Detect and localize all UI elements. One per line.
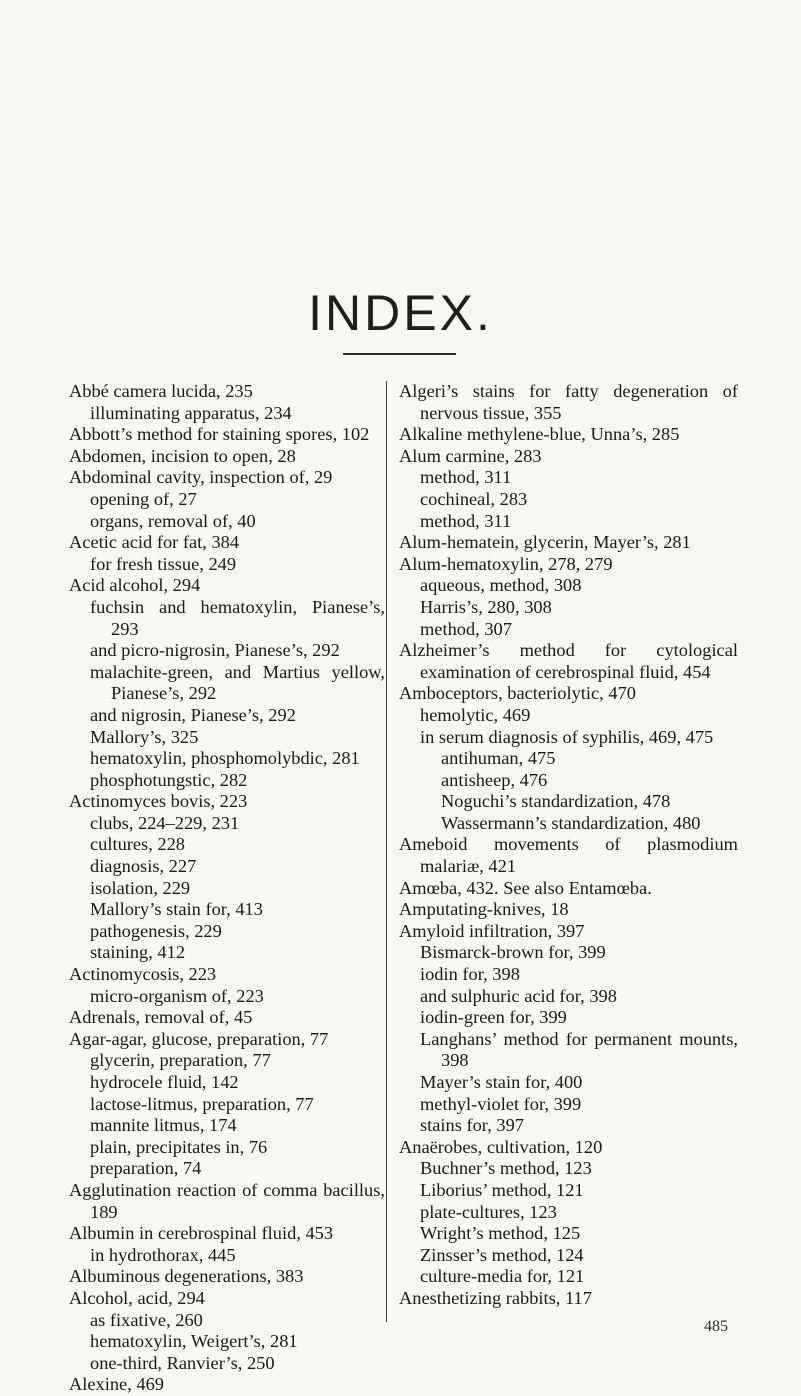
index-entry: Alzheimer’s method for cytological examination of cerebrospinal fluid, 454 — [399, 640, 738, 682]
index-entry: Anaërobes, cultivation, 120 — [399, 1136, 603, 1157]
index-entry: Liborius’ method, 121 — [420, 1179, 584, 1200]
page-number: 485 — [704, 1318, 728, 1335]
index-entry: Wassermann’s standardization, 480 — [441, 812, 701, 833]
index-entry: Mayer’s stain for, 400 — [420, 1072, 583, 1092]
index-entry: opening of, 27 — [90, 488, 197, 509]
index-entry: stains for, 397 — [420, 1115, 524, 1136]
index-entry: and picro-nigrosin, Pianese’s, 292 — [90, 640, 340, 661]
index-entry: hematoxylin, Weigert’s, 281 — [90, 1331, 298, 1352]
index-entry: Agglutination reaction of comma bacillus, 189 — [69, 1179, 385, 1222]
index-entry: Wright’s method, 125 — [420, 1223, 581, 1244]
index-entry: Acid alcohol, 294 — [69, 575, 201, 596]
title-rule — [343, 353, 456, 355]
index-entry: Alexine, 469 — [69, 1374, 164, 1395]
index-entry: Harris’s, 280, 308 — [420, 596, 552, 617]
page-title: INDEX. — [308, 285, 493, 341]
index-entry: for fresh tissue, 249 — [90, 553, 237, 574]
index-entry: in hydrothorax, 445 — [90, 1244, 236, 1265]
index-entry: and nigrosin, Pianese’s, 292 — [90, 704, 296, 725]
index-entry: Langhans’ method for permanent mounts, 398 — [420, 1028, 738, 1071]
index-entry: Acetic acid for fat, 384 — [69, 532, 240, 553]
index-entry: Amyloid infiltration, 397 — [399, 920, 585, 941]
index-entry: Amboceptors, bacteriolytic, 470 — [399, 683, 636, 704]
index-entry: iodin for, 398 — [420, 964, 520, 985]
index-entry: Alcohol, acid, 294 — [69, 1287, 205, 1308]
index-entry: Alum-hematoxylin, 278, 279 — [399, 553, 613, 574]
index-entry: Albuminous degenerations, 383 — [69, 1266, 304, 1287]
index-entry: illuminating apparatus, 234 — [90, 402, 292, 423]
index-entry: in serum diagnosis of syphilis, 469, 475 — [420, 726, 714, 747]
index-entry: aqueous, method, 308 — [420, 575, 582, 596]
index-entry: glycerin, preparation, 77 — [90, 1050, 271, 1071]
index-entry: Mallory’s stain for, 413 — [90, 899, 263, 920]
index-entry: antisheep, 476 — [441, 769, 548, 790]
index-entry: Mallory’s, 325 — [90, 726, 199, 747]
index-entry: phosphotungstic, 282 — [90, 769, 248, 790]
index-entry: plate-cultures, 123 — [420, 1201, 557, 1222]
index-entry: cultures, 228 — [90, 834, 185, 855]
index-entry: plain, precipitates in, 76 — [90, 1136, 268, 1157]
index-entry: as fixative, 260 — [90, 1309, 203, 1330]
index-entry: Algeri’s stains for fatty degeneration of nervous tissue, 355 — [399, 381, 738, 423]
index-entry: clubs, 224–229, 231 — [90, 812, 240, 833]
index-entry: Ameboid movements of plasmodium malariæ, 421 — [399, 834, 738, 877]
index-entry: Buchner’s method, 123 — [420, 1158, 592, 1179]
index-entry: Agar-agar, glucose, preparation, 77 — [69, 1028, 329, 1049]
index-entry: hematoxylin, phosphomolybdic, 281 — [90, 748, 360, 769]
index-entry: Anesthetizing rabbits, 117 — [399, 1287, 592, 1308]
index-entry: hemolytic, 469 — [420, 704, 531, 725]
index-entry: pathogenesis, 229 — [90, 920, 222, 941]
index-entry: hydrocele fluid, 142 — [90, 1072, 239, 1092]
index-entry: Noguchi’s standardization, 478 — [441, 791, 671, 812]
index-entry: method, 311 — [420, 467, 512, 488]
index-entry: Amœba, 432. See also Entamœba. — [399, 877, 652, 898]
index-entry: mannite litmus, 174 — [90, 1115, 237, 1136]
column-divider — [386, 381, 387, 1322]
index-entry: Albumin in cerebrospinal fluid, 453 — [69, 1223, 334, 1244]
index-entry: micro-organism of, 223 — [90, 985, 264, 1006]
index-entry: Actinomyces bovis, 223 — [69, 791, 248, 812]
left-index-column — [69, 381, 385, 1396]
index-entry: isolation, 229 — [90, 877, 191, 898]
index-entry: Alkaline methylene-blue, Unna’s, 285 — [399, 424, 680, 445]
index-entry: Zinsser’s method, 124 — [420, 1244, 584, 1265]
index-entry: Abdomen, incision to open, 28 — [69, 445, 296, 466]
right-index-column — [399, 381, 738, 1310]
index-entry: method, 307 — [420, 618, 512, 639]
index-entry: Abbott’s method for staining spores, 102 — [69, 424, 370, 445]
index-entry: Bismarck-brown for, 399 — [420, 942, 606, 963]
index-entry: fuchsin and hematoxylin, Pianese’s, 293 — [90, 596, 385, 639]
index-entry: cochineal, 283 — [420, 488, 528, 509]
index-entry: antihuman, 475 — [441, 748, 556, 769]
index-entry: and sulphuric acid for, 398 — [420, 985, 617, 1006]
index-entry: preparation, 74 — [90, 1158, 202, 1179]
index-entry: staining, 412 — [90, 942, 186, 963]
index-entry: Abdominal cavity, inspection of, 29 — [69, 467, 333, 488]
index-entry: Abbé camera lucida, 235 — [69, 381, 253, 401]
index-entry: lactose-litmus, preparation, 77 — [90, 1093, 314, 1114]
index-entry: Alum carmine, 283 — [399, 445, 542, 466]
index-entry: Amputating-knives, 18 — [399, 899, 569, 920]
index-entry: iodin-green for, 399 — [420, 1007, 567, 1028]
index-entry: Actinomycosis, 223 — [69, 964, 217, 985]
index-entry: method, 311 — [420, 510, 512, 531]
index-entry: Adrenals, removal of, 45 — [69, 1007, 253, 1028]
index-entry: one-third, Ranvier’s, 250 — [90, 1352, 275, 1373]
index-entry: malachite-green, and Martius yellow, Pianese’s, 292 — [90, 661, 385, 704]
index-entry: diagnosis, 227 — [90, 856, 197, 877]
index-entry: culture-media for, 121 — [420, 1266, 585, 1287]
index-entry: Alum-hematein, glycerin, Mayer’s, 281 — [399, 532, 691, 553]
index-entry: organs, removal of, 40 — [90, 510, 256, 531]
index-entry: methyl-violet for, 399 — [420, 1093, 582, 1114]
